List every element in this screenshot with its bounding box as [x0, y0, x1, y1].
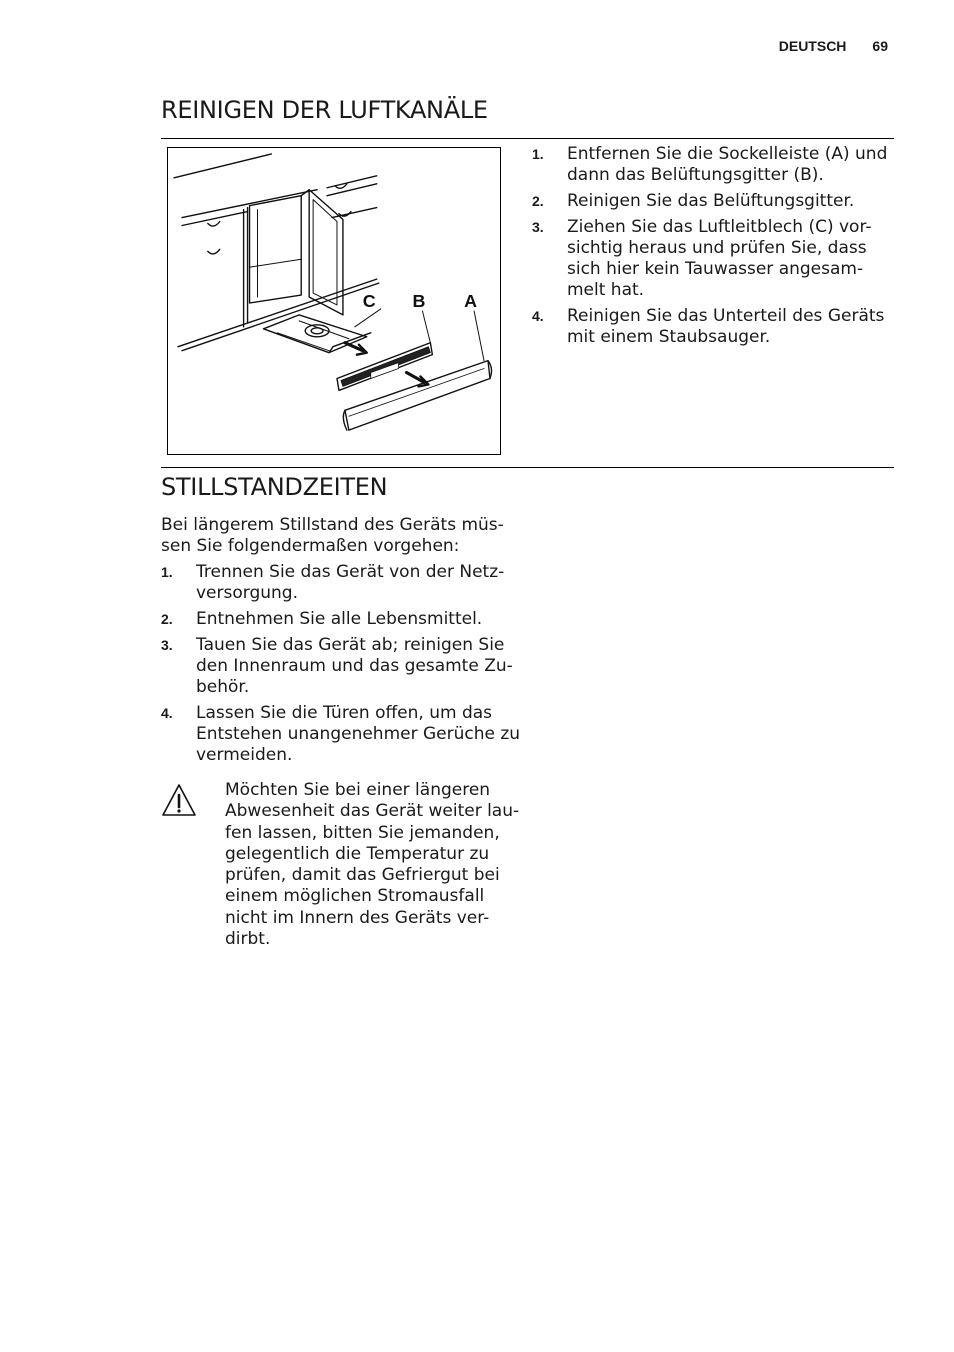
page-header: [779, 38, 888, 54]
standstill-step-3: 3. Tauen Sie das Gerät ab; reinigen Sie den Innenraum und das gesamte Zu- behör.: [161, 635, 513, 697]
label-b: B: [412, 290, 426, 311]
standstill-steps-container: [161, 562, 521, 771]
section-title-standstill: STILLSTANDZEITEN: [161, 473, 388, 501]
section-title-air-ducts: REINIGEN DER LUFTKANÄLE: [161, 96, 488, 124]
section-rule-1: [161, 138, 894, 139]
cleaning-illustration: [167, 147, 501, 455]
air-duct-steps-container: [532, 144, 894, 353]
label-c: C: [362, 290, 376, 311]
section-rule-2: [161, 467, 894, 468]
header-page-number: 69: [872, 38, 888, 54]
warning-text: Möchten Sie bei einer längeren Abwesenheit das Gerät weiter lau- fen lassen, bitten Sie jemanden, gelegentlich die Temperatur zu prüfen, damit das Gefriergut bei einem möglichen Stromausfall nicht im Innern des Geräts ver- dirbt.: [225, 780, 520, 950]
air-duct-step-2: 2. Reinigen Sie das Belüftungsgitter.: [532, 191, 855, 211]
label-a: A: [464, 290, 478, 311]
standstill-steps: [161, 562, 521, 766]
header-language: DEUTSCH: [778, 38, 847, 54]
standstill-intro: Bei längerem Stillstand des Geräts müs- sen Sie folgendermaßen vorgehen:: [161, 515, 504, 556]
air-duct-step-4: 4. Reinigen Sie das Unterteil des Geräts mit einem Staubsauger.: [532, 306, 885, 347]
air-duct-step-1: 1. Entfernen Sie die Sockelleiste (A) und dann das Belüftungsgitter (B).: [532, 144, 888, 185]
warning-triangle-icon: [161, 782, 197, 818]
standstill-step-2: 2. Entnehmen Sie alle Lebensmittel.: [161, 609, 483, 629]
cabinet-top-edge: [174, 154, 271, 178]
standstill-step-4: 4. Lassen Sie die Türen offen, um das Entstehen unangenehmer Gerüche zu vermeiden.: [161, 703, 521, 765]
air-duct-steps: [532, 144, 894, 348]
standstill-step-1: 1. Trennen Sie das Gerät von der Netz- versorgung.: [161, 562, 505, 603]
air-duct-step-3: 3. Ziehen Sie das Luftleitblech (C) vor- sichtig heraus und prüfen Sie, dass sich hier kein Tauwasser angesam- melt hat.: [532, 217, 872, 300]
